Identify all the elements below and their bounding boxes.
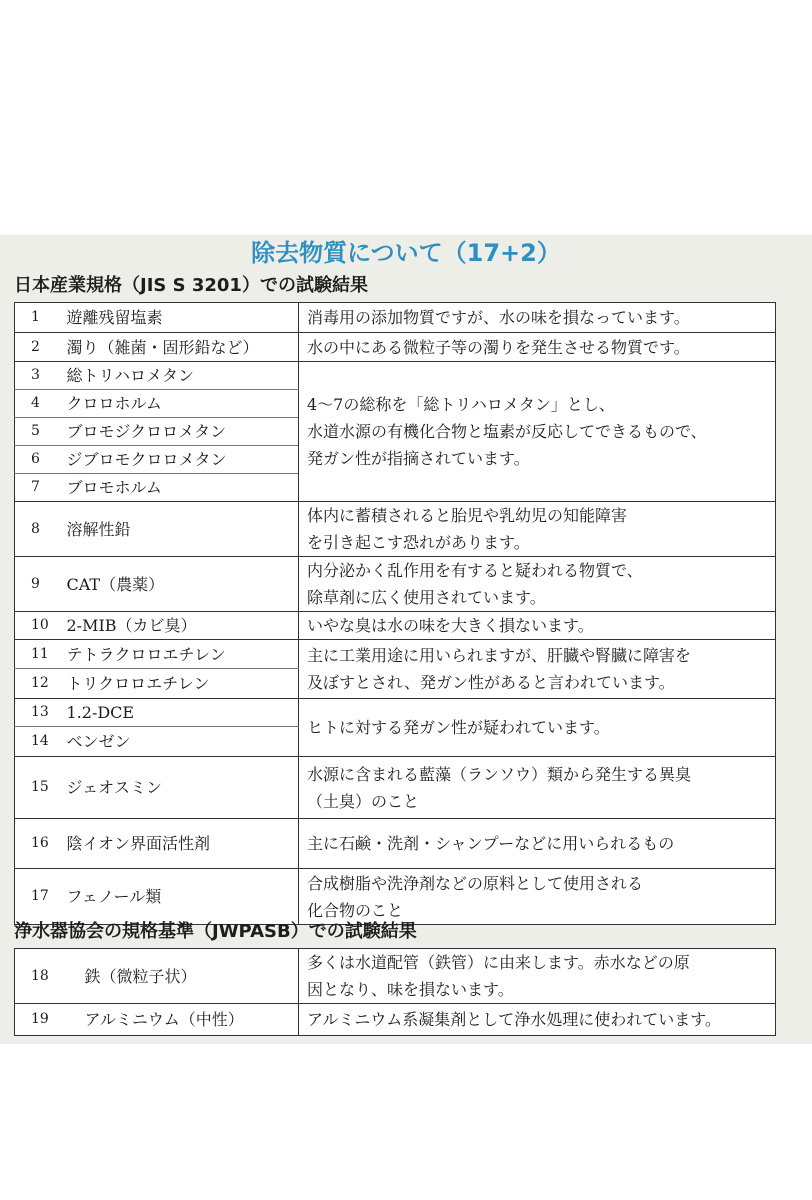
description-line: 発ガン性が指摘されています。 xyxy=(307,449,530,468)
jis-results-table xyxy=(14,302,776,925)
row-number: 18 xyxy=(15,949,67,1004)
description-line: 主に石鹸・洗剤・シャンプーなどに用いられるもの xyxy=(307,834,675,853)
table-row xyxy=(15,869,776,925)
substance-name: テトラクロロエチレン xyxy=(67,640,299,669)
description-line: 体内に蓄積されると胎児や乳幼児の知能障害 xyxy=(307,506,628,525)
substance-description xyxy=(299,819,776,869)
description-line: 多くは水道配管（鉄管）に由来します。赤水などの原 xyxy=(307,953,690,972)
row-number: 10 xyxy=(15,612,67,640)
description-line: 主に工業用途に用いられますが、肝臓や腎臓に障害を xyxy=(307,646,692,665)
substance-name: 1.2-DCE xyxy=(67,699,299,727)
description-line: 因となり、味を損ないます。 xyxy=(307,980,514,999)
row-number: 12 xyxy=(15,669,67,699)
jis-section-heading: 日本産業規格（JIS S 3201）での試験結果 xyxy=(14,275,368,296)
info-panel xyxy=(0,235,812,1044)
substance-description xyxy=(299,869,776,925)
table-row xyxy=(15,819,776,869)
description-line: 水源に含まれる藍藻（ランソウ）類から発生する異臭 xyxy=(307,764,692,784)
description-line: （土臭）のこと xyxy=(307,791,420,811)
table-row xyxy=(15,699,776,727)
table-row xyxy=(15,612,776,640)
substance-description xyxy=(299,557,776,612)
substance-description xyxy=(299,362,776,502)
substance-description xyxy=(299,612,776,640)
substance-name: フェノール類 xyxy=(67,869,299,925)
row-number: 1 xyxy=(15,303,67,333)
jwpasb-section-heading: 浄水器協会の規格基準（JWPASB）での試験結果 xyxy=(14,921,417,942)
substance-description xyxy=(299,303,776,333)
substance-name: 2-MIB（カビ臭） xyxy=(67,612,299,640)
description-line: 合成樹脂や洗浄剤などの原料として使用される xyxy=(307,873,644,893)
row-number: 9 xyxy=(15,557,67,612)
substance-name: クロロホルム xyxy=(67,390,299,418)
substance-name xyxy=(67,1004,299,1036)
row-number: 2 xyxy=(15,333,67,362)
substance-name: トリクロロエチレン xyxy=(67,669,299,699)
row-number: 14 xyxy=(15,727,67,757)
substance-name: CAT（農薬） xyxy=(67,557,299,612)
table-row xyxy=(15,362,776,390)
row-number: 3 xyxy=(15,362,67,390)
row-number: 11 xyxy=(15,640,67,669)
substance-name-text: アルミニウム（中性） xyxy=(84,1010,244,1029)
description-line: アルミニウム系凝集剤として浄水処理に使われています。 xyxy=(307,1010,721,1029)
page-title: 除去物質について（17+2） xyxy=(251,239,561,267)
substance-name: 濁り（雑菌・固形鉛など） xyxy=(67,333,299,362)
substance-description xyxy=(299,1004,776,1036)
row-number: 15 xyxy=(15,757,67,819)
substance-description xyxy=(299,333,776,362)
description-line: 及ぼすとされ、発ガン性があると言われています。 xyxy=(307,673,675,692)
substance-name: 遊離残留塩素 xyxy=(67,303,299,333)
description-line: ヒトに対する発ガン性が疑われています。 xyxy=(307,718,610,737)
substance-name-text: 鉄（微粒子状） xyxy=(84,966,197,986)
substance-description xyxy=(299,757,776,819)
table-row xyxy=(15,333,776,362)
table-row xyxy=(15,303,776,333)
row-number: 16 xyxy=(15,819,67,869)
table-row xyxy=(15,557,776,612)
substance-name: 溶解性鉛 xyxy=(67,502,299,557)
substance-name xyxy=(67,949,299,1004)
substance-name: ベンゼン xyxy=(67,727,299,757)
table-row xyxy=(15,1004,776,1036)
jwpasb-results-table xyxy=(14,948,776,1036)
description-line: 4～7の総称を「総トリハロメタン」とし、 xyxy=(307,395,615,414)
substance-name: ブロモホルム xyxy=(67,474,299,502)
description-line: いやな臭は水の味を大きく損ないます。 xyxy=(307,616,594,635)
substance-name: ブロモジクロロメタン xyxy=(67,418,299,446)
substance-description xyxy=(299,949,776,1004)
description-line: を引き起こす恐れがあります。 xyxy=(307,533,530,552)
row-number: 6 xyxy=(15,446,67,474)
substance-name: ジブロモクロロメタン xyxy=(67,446,299,474)
table-row xyxy=(15,502,776,557)
description-line: 水道水源の有機化合物と塩素が反応してできるもので、 xyxy=(307,422,707,441)
description-line: 消毒用の添加物質ですが、水の味を損なっています。 xyxy=(307,308,690,327)
substance-description xyxy=(299,502,776,557)
description-line: 水の中にある微粒子等の濁りを発生させる物質です。 xyxy=(307,337,690,357)
row-number: 13 xyxy=(15,699,67,727)
table-row xyxy=(15,757,776,819)
row-number: 4 xyxy=(15,390,67,418)
row-number: 5 xyxy=(15,418,67,446)
row-number: 19 xyxy=(15,1004,67,1036)
table-row xyxy=(15,949,776,1004)
substance-name: 陰イオン界面活性剤 xyxy=(67,819,299,869)
row-number: 7 xyxy=(15,474,67,502)
table-row xyxy=(15,640,776,669)
row-number: 17 xyxy=(15,869,67,925)
description-line: 内分泌かく乱作用を有すると疑われる物質で、 xyxy=(307,561,643,580)
substance-description xyxy=(299,640,776,699)
description-line: 化合物のこと xyxy=(307,900,404,920)
substance-description xyxy=(299,699,776,757)
substance-name: 総トリハロメタン xyxy=(67,362,299,390)
description-line: 除草剤に広く使用されています。 xyxy=(307,588,546,607)
row-number: 8 xyxy=(15,502,67,557)
substance-name: ジェオスミン xyxy=(67,757,299,819)
